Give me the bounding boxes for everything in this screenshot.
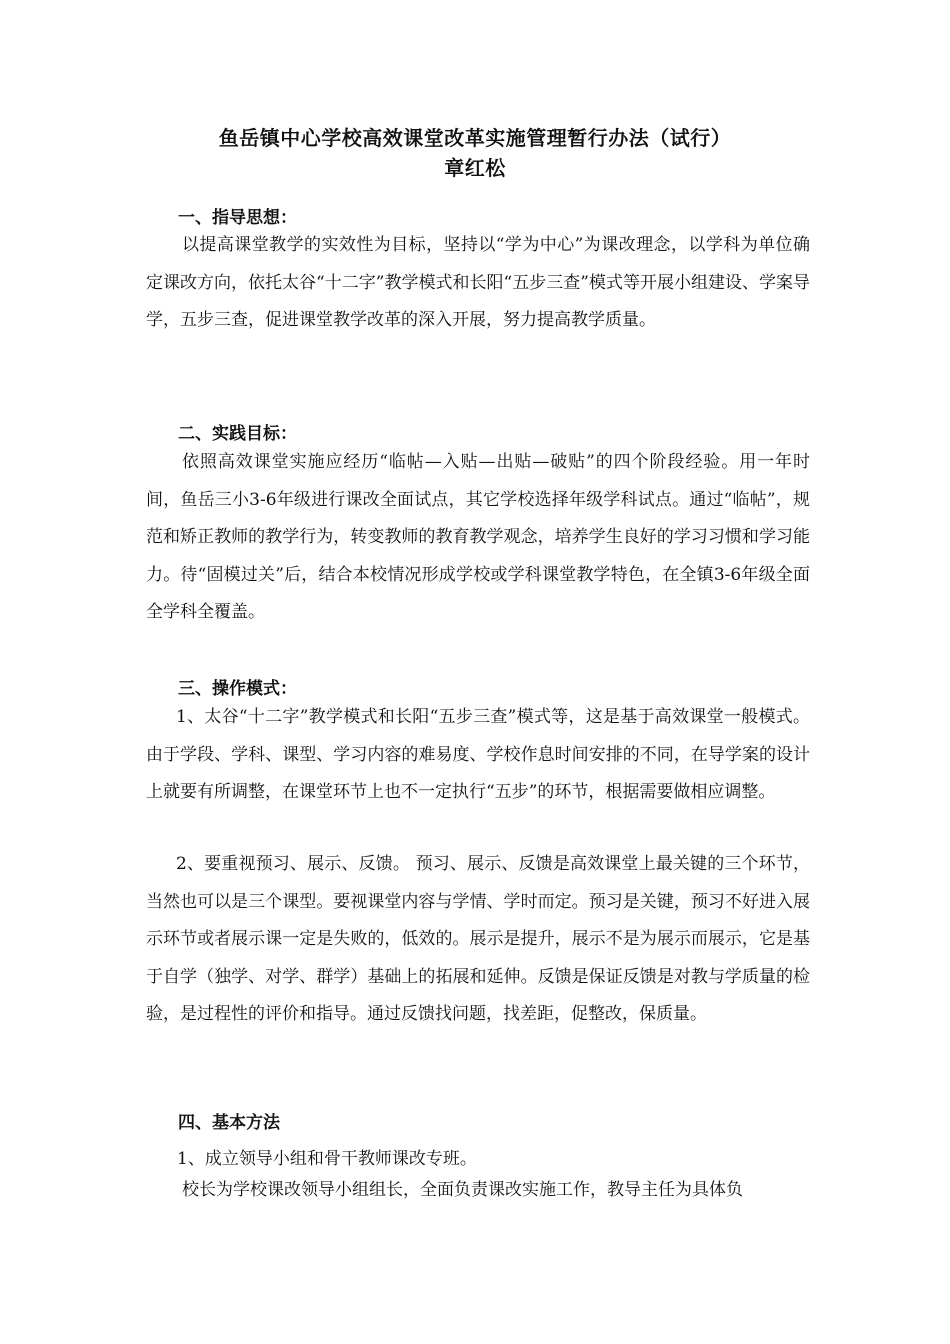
section-heading-practice-goal: 二、实践目标：: [178, 424, 297, 444]
section-paragraph: 校长为学校课改领导小组组长，全面负责课改实施工作，教导主任为具体负: [182, 1180, 743, 1200]
section-paragraph: 依照高效课堂实施应经历“临帖—入贴—出贴—破贴”的四个阶段经验。用一年时间，鱼岳三小3-6年级进行课改全面试点，其它学校选择年级学科试点。通过“临帖”，规范和矫正教师的教学行为，转变教师的教育教学观念，培养学生良好的学习习惯和学习能力。待“固模过关”后，结合本校情况形成学校或学科课堂教学特色，在全镇3-6年级全面全学科全覆盖。: [146, 452, 810, 622]
document-title: 鱼岳镇中心学校高效课堂改革实施管理暂行办法（试行）: [218, 126, 732, 150]
section-heading-basic-method: 四、基本方法: [178, 1113, 280, 1133]
section-heading-operation-mode: 三、操作模式：: [178, 679, 297, 699]
section-paragraph: 以提高课堂教学的实效性为目标，坚持以“学为中心”为课改理念，以学科为单位确定课改方向，依托太谷“十二字”教学模式和长阳“五步三查”模式等开展小组建设、学案导学，五步三查，促进课堂教学改革的深入开展，努力提高教学质量。: [146, 235, 810, 330]
section-paragraph: 2、要重视预习、展示、反馈。 预习、展示、反馈是高效课堂上最关键的三个环节，当然也可以是三个课型。要视课堂内容与学情、学时而定。预习是关键，预习不好进入展示环节或者展示课一定是失败的，低效的。展示是提升，展示不是为展示而展示，它是基于自学（独学、对学、群学）基础上的拓展和延伸。反馈是保证反馈是对教与学质量的检验，是过程性的评价和指导。通过反馈找问题，找差距，促整改，保质量。: [146, 854, 810, 1024]
section-heading-guiding-thought: 一、指导思想：: [178, 208, 297, 228]
section-paragraph: 1、太谷“十二字”教学模式和长阳“五步三查”模式等，这是基于高效课堂一般模式。由于学段、学科、课型、学习内容的难易度、学校作息时间安排的不同，在导学案的设计上就要有所调整，在课堂环节上也不一定执行“五步”的环节，根据需要做相应调整。: [146, 707, 810, 802]
document-author: 章红松: [444, 156, 506, 180]
section-subheading: 1、成立领导小组和骨干教师课改专班。: [177, 1149, 477, 1169]
